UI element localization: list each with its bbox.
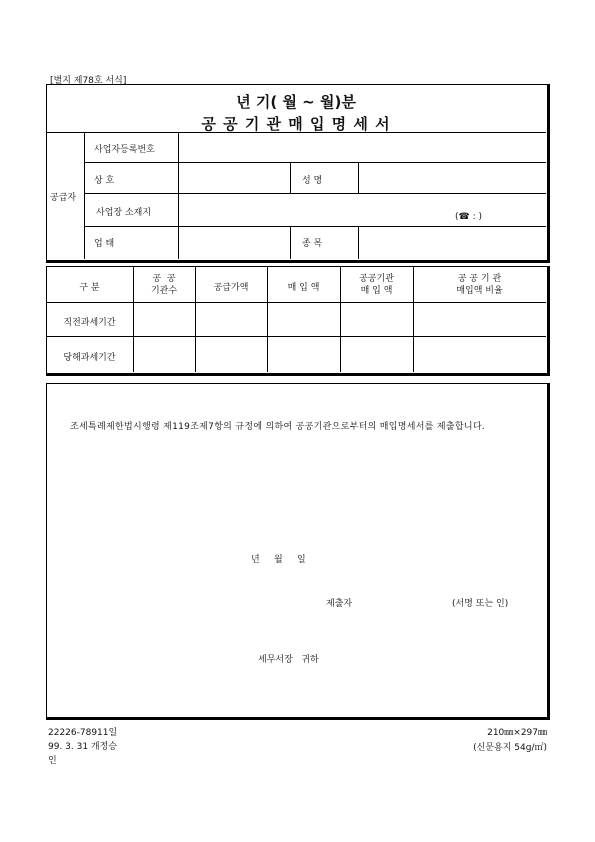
representative-field[interactable] [360,164,544,191]
submitter-label: 제출자 [326,599,353,609]
business-item-label: 종 목 [302,239,323,249]
header-supply-value: 공급가액 [213,283,249,293]
address-label: 사업장 소재지 [96,208,152,218]
business-type-label: 업 태 [94,239,115,249]
header-category: 구 분 [79,283,100,293]
paper-type: (신문용지 54g/㎡) [473,743,547,753]
signature-label: (서명 또는 인) [452,599,509,609]
reg-no-label: 사업자등록번호 [94,145,155,155]
representative-label: 성 명 [302,176,323,186]
reg-no-field[interactable] [180,134,544,161]
header-agency-count: 공 공 기관수 [150,274,178,296]
addressee: 세무서장 귀하 [258,655,319,665]
address-field[interactable] [180,195,544,224]
header-agency-ratio: 공 공 기 관 매입액 비율 [456,274,503,296]
supplier-group-label: 공급자 [50,193,77,203]
business-item-field[interactable] [360,228,544,257]
header-purchase-amount: 매 입 액 [287,283,320,293]
approval-note: 99. 3. 31 개정승 인 [48,742,118,766]
phone-hint: (☎ : ) [455,212,482,222]
declaration-text: 조세특례제한법시행령 제119조제7항의 규정에 의하여 공공기관으로부터의 매입명세서를 제출합니다. [70,422,485,432]
row-label-current: 당해과세기간 [63,353,116,363]
company-name-label: 상 호 [94,176,115,186]
form-title-period: 년 기( 월 ~ 월)분 [236,93,356,111]
business-type-field[interactable] [180,228,288,257]
row-label-previous: 직전과세기간 [63,318,116,328]
form-label: [별지 제78호 서식] [50,76,127,86]
header-agency-purchase: 공공기관 매 입 액 [359,274,394,296]
paper-size: 210㎜×297㎜ [487,728,547,738]
form-code: 22226-78911일 [48,728,118,738]
submitter-field[interactable] [360,590,445,608]
form-title: 공 공 기 관 매 입 명 세 서 [201,115,391,133]
company-name-field[interactable] [180,164,288,191]
submission-date: 년 월 일 [251,555,306,565]
